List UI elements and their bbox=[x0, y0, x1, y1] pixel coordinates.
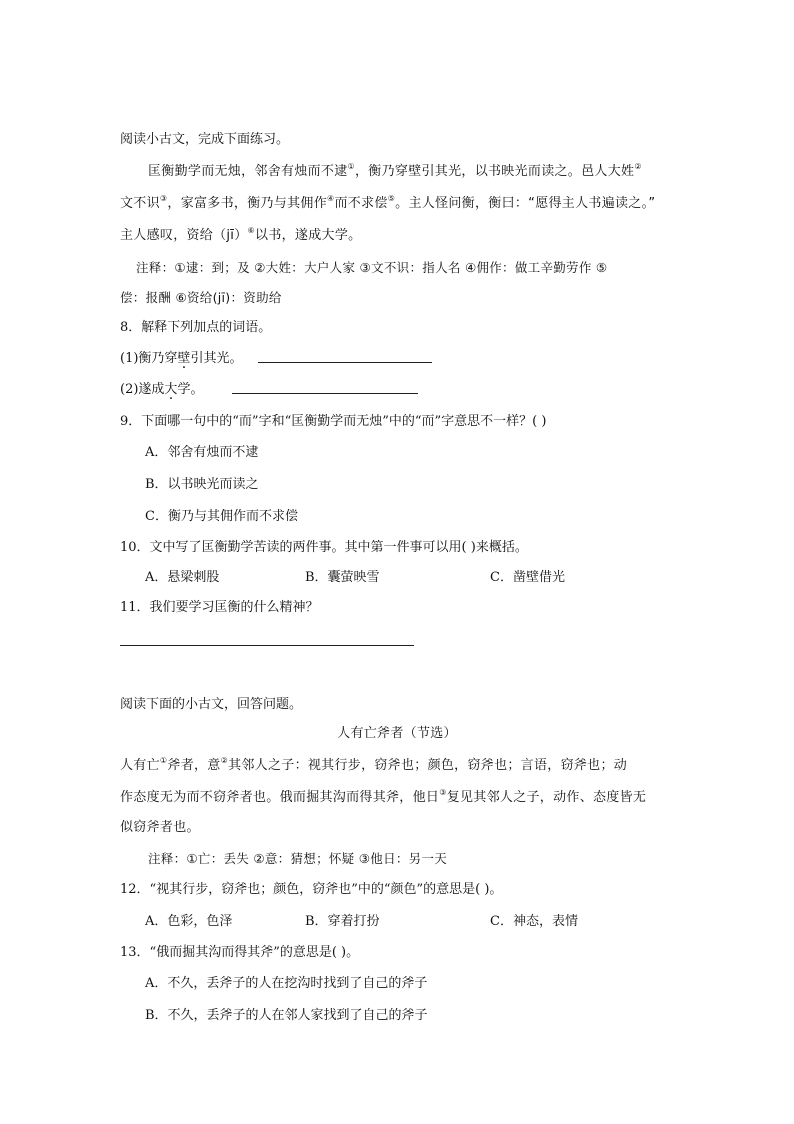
passage2-line-2 bbox=[120, 788, 646, 808]
footnote-mark: ④ bbox=[327, 194, 335, 203]
q12-option-c[interactable]: C．神态，表情 bbox=[490, 914, 578, 929]
passage1-line-3 bbox=[120, 226, 361, 246]
q11-answer-blank[interactable] bbox=[120, 645, 414, 646]
q8-answer-blank-1[interactable] bbox=[258, 362, 432, 363]
q8-item-1-suffix: 引其光。 bbox=[190, 351, 243, 366]
footnote-mark: ⑥ bbox=[247, 226, 256, 235]
passage1-line-1 bbox=[148, 162, 642, 182]
q12-stem: 12．“视其行步，窃斧也；颜色，窃斧也”中的“颜色”的意思是( )。 bbox=[120, 882, 503, 897]
q8-item-1-dotted-word: 壁 bbox=[177, 351, 191, 366]
passage1-text: 主人感叹，资给（jī） bbox=[120, 228, 248, 243]
passage2-text: 人有亡 bbox=[120, 758, 160, 773]
passage1-text: 匡衡勤学而无烛，邻舍有烛而不逮 bbox=[148, 164, 348, 179]
passage2-title: 人有亡斧者（节选） bbox=[337, 726, 457, 741]
passage1-note-line-1: 注释：①逮：到；及 ②大姓：大户人家 ③文不识：指人名 ④佣作：做工辛勤劳作 ⑤ bbox=[136, 260, 608, 275]
passage1-line-2 bbox=[120, 194, 655, 214]
q10-option-c[interactable]: C．凿壁借光 bbox=[490, 570, 565, 585]
q13-option-a[interactable]: A．不久，丢斧子的人在挖沟时找到了自己的斧子 bbox=[145, 976, 428, 991]
footnote-mark: ② bbox=[634, 162, 642, 171]
passage2-text: 复见其邻人之子，动作、态度皆无 bbox=[446, 790, 647, 805]
q10-stem: 10．文中写了匡衡勤学苦读的两件事。其中第一件事可以用( )来概括。 bbox=[120, 540, 528, 555]
q12-option-a[interactable]: A．色彩，色泽 bbox=[145, 914, 233, 929]
passage1-text: 而不求偿 bbox=[334, 196, 388, 211]
passage1-text: ，衡乃穿壁引其光，以书映光而读之。邑人大姓 bbox=[355, 164, 635, 179]
q8-answer-blank-2[interactable] bbox=[232, 393, 418, 394]
passage1-note-line-2: 偿：报酬 ⑥资给(jī)：资助给 bbox=[120, 290, 282, 305]
passage2-note: 注释：①亡：丢失 ②意：猜想；怀疑 ③他日：另一天 bbox=[148, 851, 448, 866]
q9-stem: 9．下面哪一句中的“而”字和“匡衡勤学而无烛”中的“而”字意思不一样？( ) bbox=[120, 414, 547, 429]
passage2-text: 斧者，意 bbox=[167, 758, 221, 773]
footnote-mark: ② bbox=[220, 756, 229, 765]
footnote-mark: ① bbox=[347, 162, 355, 171]
q12-option-b[interactable]: B．穿着打扮 bbox=[305, 914, 380, 929]
q8-item-2-prefix: (2)遂成 bbox=[120, 382, 165, 397]
q10-option-b[interactable]: B．囊萤映雪 bbox=[305, 570, 380, 585]
q8-item-2-suffix: 学。 bbox=[177, 382, 204, 397]
passage1-intro: 阅读小古文，完成下面练习。 bbox=[120, 132, 290, 147]
footnote-mark: ⑤ bbox=[387, 194, 396, 203]
passage1-text: ，家富多书，衡乃与其佣作 bbox=[167, 196, 327, 211]
q10-option-a[interactable]: A．悬梁刺股 bbox=[145, 570, 220, 585]
footnote-mark: ③ bbox=[439, 788, 447, 797]
q13-stem: 13．“俄而掘其沟而得其斧”的意思是( )。 bbox=[120, 945, 360, 960]
passage2-line-1 bbox=[120, 756, 627, 776]
q8-item-2-dotted-word: 大 bbox=[164, 382, 178, 397]
passage2-line-3: 似窃斧者也。 bbox=[120, 820, 200, 835]
q9-option-a[interactable]: A．邻舍有烛而不逮 bbox=[145, 445, 259, 460]
q8-stem: 8．解释下列加点的词语。 bbox=[120, 320, 272, 335]
q8-item-1 bbox=[120, 349, 242, 369]
q9-option-c[interactable]: C．衡乃与其佣作而不求偿 bbox=[145, 509, 298, 524]
passage2-text: 作态度无为而不窃斧者也。俄而掘其沟而得其斧，他日 bbox=[120, 790, 440, 805]
q8-item-1-prefix: (1)衡乃穿 bbox=[120, 351, 178, 366]
footnote-mark: ③ bbox=[159, 194, 168, 203]
q9-option-b[interactable]: B．以书映光而读之 bbox=[145, 477, 259, 492]
passage2-text: 其邻人之子：视其行步，窃斧也；颜色，窃斧也；言语，窃斧也；动 bbox=[228, 758, 628, 773]
q13-option-b[interactable]: B．不久，丢斧子的人在邻人家找到了自己的斧子 bbox=[145, 1008, 428, 1023]
passage1-text: 。主人怪问衡，衡曰：“愿得主人书遍读之。” bbox=[395, 196, 656, 211]
passage1-text: 文不识 bbox=[120, 196, 160, 211]
q11-stem: 11．我们要学习匡衡的什么精神？ bbox=[120, 600, 319, 615]
passage1-text: 以书，遂成大学。 bbox=[255, 228, 362, 243]
footnote-mark: ① bbox=[159, 756, 168, 765]
passage2-intro: 阅读下面的小古文，回答问题。 bbox=[120, 697, 303, 712]
q8-item-2 bbox=[120, 380, 203, 400]
